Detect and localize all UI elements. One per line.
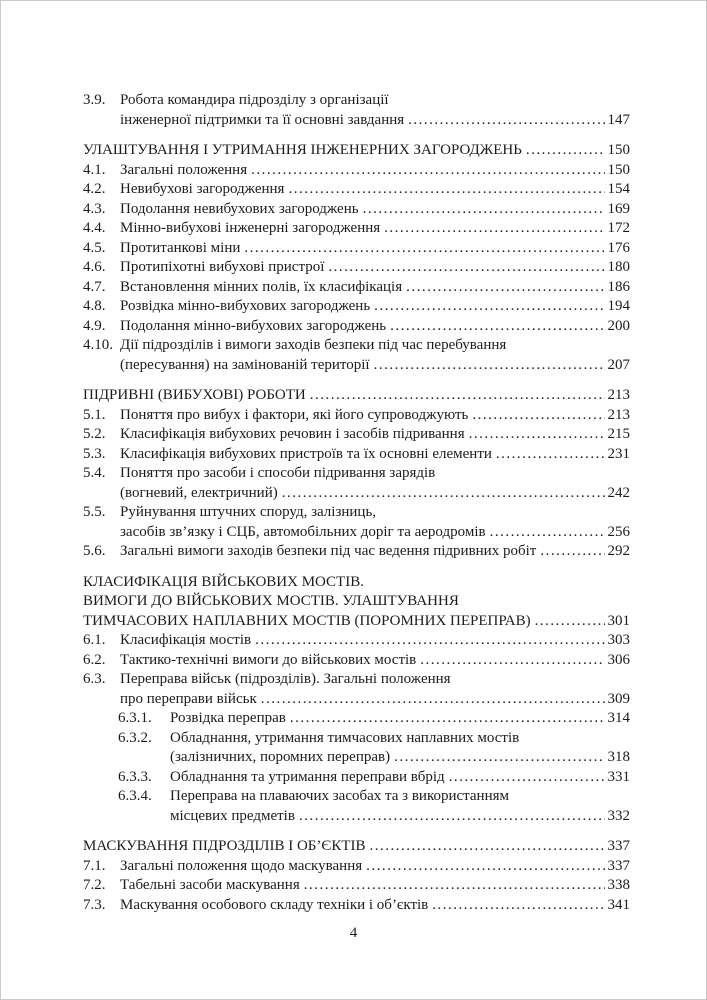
toc-entry — [83, 787, 630, 826]
toc-entry-page-number: 147 — [607, 111, 630, 128]
dotted-leader — [526, 141, 605, 161]
dotted-leader — [366, 857, 604, 877]
toc-entry — [83, 631, 630, 651]
toc-entry-number: 5.3. — [83, 445, 106, 462]
toc-entry — [83, 542, 630, 562]
toc-entry-page-number: 292 — [607, 543, 630, 559]
toc-entry — [83, 425, 630, 445]
toc-entry-page-number: 154 — [607, 181, 630, 197]
toc-entry-page-number: 169 — [607, 200, 630, 217]
toc-entry-title: Класифікація вибухових речовин і засобів підривання — [120, 426, 465, 442]
toc-entry — [83, 336, 630, 375]
toc-entry-page-number: 309 — [607, 690, 630, 707]
toc-entry — [83, 709, 630, 729]
toc-entry-number: 4.3. — [83, 200, 106, 217]
toc-entry-title: Розвідка мінно-вибухових загороджень — [120, 298, 371, 314]
dotted-leader — [390, 317, 604, 337]
toc-entry-title: Поняття про засоби і способи підривання зарядів — [120, 465, 436, 481]
toc-entry-page-number: 331 — [607, 768, 630, 785]
dotted-leader — [304, 876, 605, 896]
toc-section-header — [83, 573, 630, 632]
dotted-leader — [328, 258, 604, 278]
dotted-leader — [472, 406, 604, 426]
toc-entry-page-number: 231 — [607, 445, 630, 462]
toc-entry-page-number: 337 — [607, 857, 630, 874]
toc-entry — [83, 278, 630, 298]
dotted-leader — [540, 542, 604, 562]
toc-entry-page-number: 200 — [607, 317, 630, 334]
toc-entry-title: Класифікація мостів — [120, 632, 252, 648]
toc-entry-title: Робота командира підрозділу з організації — [120, 92, 389, 108]
toc-entry-title: Руйнування штучних споруд, залізниць, — [120, 504, 377, 520]
toc-entry-title: Дії підрозділів і вимоги заходів безпеки під час перебування — [120, 337, 507, 353]
dotted-leader — [363, 200, 605, 220]
toc-section-header — [83, 386, 630, 406]
toc-entry — [83, 464, 630, 503]
dotted-leader — [261, 690, 605, 710]
toc-entry-title: Протитанкові міни — [120, 239, 241, 256]
dotted-leader — [374, 356, 605, 376]
toc-list — [83, 91, 630, 915]
toc-entry-number: 5.6. — [83, 543, 106, 559]
toc-entry — [83, 200, 630, 220]
toc-entry-number: 4.9. — [83, 317, 106, 334]
dotted-leader — [496, 445, 605, 465]
toc-entry-title: інженерної підтримки та її основні завдання — [120, 111, 405, 128]
toc-entry-title: засобів зв’язку і СЦБ, автомобільних доріг та аеродромів — [120, 523, 486, 540]
toc-entry-page-number: 207 — [607, 356, 630, 373]
toc-entry-title: Встановлення мінних полів, їх класифікація — [120, 278, 403, 295]
toc-section-title: ВИМОГИ ДО ВІЙСЬКОВИХ МОСТІВ. УЛАШТУВАННЯ — [83, 593, 459, 609]
toc-entry-title: Табельні засоби маскування — [120, 877, 300, 893]
toc-entry-number: 6.3.4. — [118, 788, 152, 804]
toc-section-title: ПІДРИВНІ (ВИБУХОВІ) РОБОТИ — [83, 387, 306, 403]
toc-entry-page-number: 180 — [607, 259, 630, 275]
toc-entry-number: 7.1. — [83, 857, 106, 874]
toc-entry-number: 4.4. — [83, 220, 106, 236]
toc-entry-page-number: 318 — [607, 749, 630, 765]
toc-section-title: ТИМЧАСОВИХ НАПЛАВНИХ МОСТІВ (ПОРОМНИХ ПЕРЕПРАВ) — [83, 612, 531, 629]
toc-entry-title: Обладнання, утримання тимчасових наплавних мостів — [170, 729, 520, 746]
toc-entry-title: Протипіхотні вибухові пристрої — [120, 259, 325, 275]
toc-entry-page-number: 213 — [607, 406, 630, 423]
dotted-leader — [384, 219, 604, 239]
toc-entry-title: Тактико-технічні вимоги до військових мостів — [120, 651, 417, 668]
toc-entry-number: 3.9. — [83, 92, 106, 108]
toc-entry-number: 4.2. — [83, 181, 106, 197]
toc-entry-page-number: 337 — [607, 838, 630, 854]
toc-entry-page-number: 150 — [607, 142, 630, 158]
toc-entry — [83, 258, 630, 278]
toc-entry-title: Поняття про вибух і фактори, які його супроводжують — [120, 406, 469, 423]
page-number-footer: 4 — [349, 924, 358, 941]
toc-entry-number: 4.6. — [83, 259, 106, 275]
toc-entry-title: Розвідка переправ — [170, 710, 286, 726]
toc-entry-number: 7.2. — [83, 877, 106, 893]
toc-entry-number: 5.4. — [83, 465, 106, 481]
dotted-leader — [535, 612, 605, 632]
toc-entry — [83, 91, 630, 130]
toc-entry-title: Мінно-вибухові інженерні загородження — [120, 220, 381, 236]
toc-entry-title: Подолання невибухових загороджень — [120, 200, 359, 217]
dotted-leader — [432, 896, 604, 916]
toc-entry — [83, 406, 630, 426]
toc-entry-number: 6.3.1. — [118, 710, 152, 726]
toc-entry-number: 5.1. — [83, 406, 106, 423]
dotted-leader — [282, 484, 605, 504]
toc-entry-number: 4.10. — [83, 337, 113, 353]
toc-entry — [83, 445, 630, 465]
toc-entry — [83, 180, 630, 200]
toc-entry — [83, 161, 630, 181]
toc-entry-page-number: 172 — [607, 220, 630, 236]
dotted-leader — [394, 748, 604, 768]
toc-section-title: УЛАШТУВАННЯ І УТРИМАННЯ ІНЖЕНЕРНИХ ЗАГОРОДЖЕНЬ — [83, 142, 522, 158]
toc-entry — [83, 896, 630, 916]
dotted-leader — [310, 386, 605, 406]
toc-entry-title: Переправа на плаваючих засобах та з використанням — [170, 788, 509, 804]
toc-entry-page-number: 194 — [607, 298, 630, 314]
toc-entry-title: Маскування особового складу техніки і об’єктів — [120, 896, 429, 913]
toc-entry-number: 5.2. — [83, 426, 106, 442]
dotted-leader — [251, 161, 604, 181]
dotted-leader — [288, 180, 604, 200]
toc-entry — [83, 857, 630, 877]
toc-entry-page-number: 332 — [607, 807, 630, 824]
dotted-leader — [374, 297, 604, 317]
toc-entry — [83, 219, 630, 239]
toc-section-title: МАСКУВАННЯ ПІДРОЗДІЛІВ І ОБ’ЄКТІВ — [83, 838, 366, 854]
toc-entry-page-number: 314 — [607, 710, 630, 726]
dotted-leader — [255, 631, 604, 651]
toc-entry-number: 6.2. — [83, 651, 106, 668]
dotted-leader — [290, 709, 605, 729]
toc-entry-title: Переправа військ (підрозділів). Загальні положення — [120, 671, 451, 687]
dotted-leader — [420, 651, 604, 671]
toc-entry-page-number: 341 — [607, 896, 630, 913]
dotted-leader — [370, 837, 605, 857]
toc-entry-page-number: 213 — [607, 387, 630, 403]
toc-entry-title: про переправи військ — [120, 690, 257, 707]
toc-entry — [83, 670, 630, 709]
toc-entry-number: 6.3.3. — [118, 768, 152, 785]
toc-entry-page-number: 256 — [607, 523, 630, 540]
toc-entry-page-number: 150 — [607, 161, 630, 178]
toc-entry — [83, 317, 630, 337]
toc-entry-title: Обладнання та утримання переправи вбрід — [170, 768, 445, 785]
toc-entry-number: 7.3. — [83, 896, 106, 913]
toc-entry-number: 6.3. — [83, 671, 106, 687]
toc-entry — [83, 297, 630, 317]
dotted-leader — [406, 278, 604, 298]
dotted-leader — [490, 523, 605, 543]
toc-section-header — [83, 141, 630, 161]
toc-entry-title: Загальні положення — [120, 161, 248, 178]
dotted-leader — [469, 425, 605, 445]
toc-section-title: КЛАСИФІКАЦІЯ ВІЙСЬКОВИХ МОСТІВ. — [83, 573, 364, 590]
toc-entry-page-number: 176 — [607, 239, 630, 256]
dotted-leader — [408, 111, 604, 131]
dotted-leader — [299, 807, 605, 827]
toc-entry-page-number: 242 — [607, 484, 630, 501]
toc-entry-page-number: 306 — [607, 651, 630, 668]
toc-entry-title: місцевих предметів — [170, 807, 295, 824]
toc-entry-number: 5.5. — [83, 504, 106, 520]
toc-entry — [83, 651, 630, 671]
toc-entry-number: 4.8. — [83, 298, 106, 314]
toc-entry-page-number: 186 — [607, 278, 630, 295]
toc-entry-title: Класифікація вибухових пристроїв та їх основні елементи — [120, 445, 492, 462]
toc-entry-title: (залізничних, поромних переправ) — [170, 749, 391, 765]
toc-entry-page-number: 215 — [607, 426, 630, 442]
toc-entry-title: (вогневий, електричний) — [120, 484, 278, 501]
toc-entry-title: Невибухові загородження — [120, 181, 285, 197]
toc-entry-number: 6.1. — [83, 632, 106, 648]
toc-entry-number: 4.1. — [83, 161, 106, 178]
toc-entry-number: 4.5. — [83, 239, 106, 256]
toc-entry-page-number: 303 — [607, 632, 630, 648]
toc-entry-number: 6.3.2. — [118, 729, 152, 746]
toc-entry-title: Подолання мінно-вибухових загороджень — [120, 317, 387, 334]
toc-entry-title: Загальні вимоги заходів безпеки під час ведення підривних робіт — [120, 543, 537, 559]
toc-entry-title: (пересування) на замінованій території — [120, 356, 370, 373]
toc-entry — [83, 729, 630, 768]
dotted-leader — [449, 768, 605, 788]
toc-entry-number: 4.7. — [83, 278, 106, 295]
toc-entry — [83, 239, 630, 259]
toc-entry — [83, 503, 630, 542]
toc-entry-page-number: 301 — [607, 612, 630, 629]
toc-section-header — [83, 837, 630, 857]
toc-entry — [83, 768, 630, 788]
toc-entry-page-number: 338 — [607, 877, 630, 893]
toc-entry-title: Загальні положення щодо маскування — [120, 857, 363, 874]
dotted-leader — [244, 239, 604, 259]
toc-entry — [83, 876, 630, 896]
